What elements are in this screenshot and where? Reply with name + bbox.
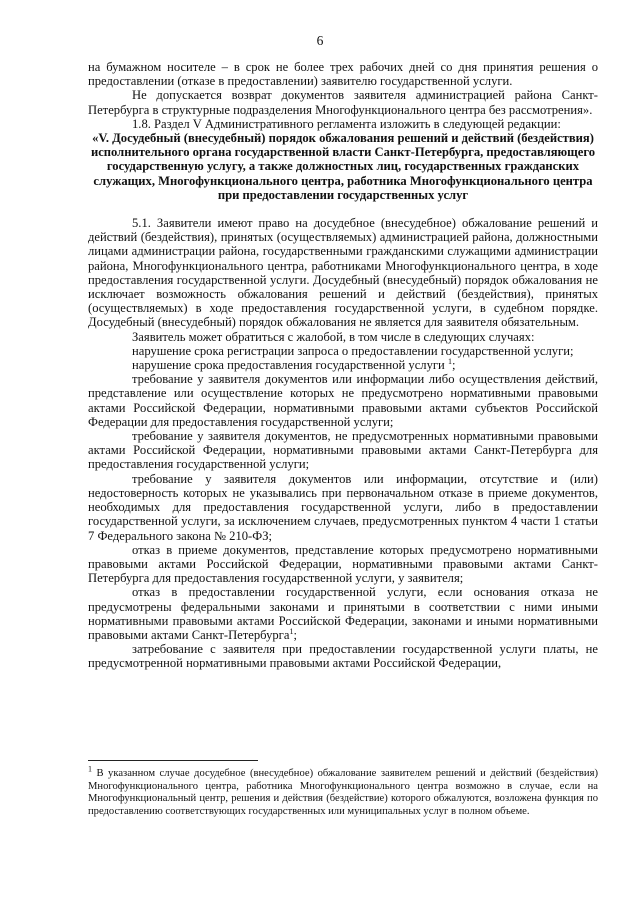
footnote-text: В указанном случае досудебное (внесудебное) обжалование заявителем решений и действий (бездействия) Многофункционального центра, работника Многофункционального центра возможно в случае, если на Многофункциональный центр, решения и действия (бездействие) которого обжалуются, возложена функция по предоставлению соответствующих государственных или муниципальных услуг в полном объеме. xyxy=(88,768,598,817)
paragraph-return-prohibited: Не допускается возврат документов заявителя администрацией района Санкт-Петербурга в структурные подразделения Многофункционального центра без рассмотрения». xyxy=(88,88,598,117)
list-item-term-violation xyxy=(88,358,598,372)
paragraph-amendment-1-8: 1.8. Раздел V Административного регламента изложить в следующей редакции: xyxy=(132,116,561,131)
list-item-registration-violation: нарушение срока регистрации запроса о предоставлении государственной услуги; xyxy=(132,343,574,358)
list-item-refusal-service-tail: ; xyxy=(293,627,297,642)
document-body xyxy=(88,60,598,671)
list-item-fee-demand: затребование с заявителя при предоставлении государственной услуги платы, не предусмотренной нормативными правовыми актами Российской Федерации, xyxy=(88,642,598,671)
list-item-refusal-service-text: отказ в предоставлении государственной услуги, если основания отказа не предусмотрены федеральными законами и принятыми в соответствии с ними иными нормативными правовыми актами Российской Федерации, законами и иными нормативными правовыми актами Санкт-Петербурга xyxy=(88,585,598,642)
list-item-unprovided-documents: требование у заявителя документов, не предусмотренных нормативными правовыми актами Российской Федерации, нормативными правовыми актами Санкт-Петербурга для предоставления государственной услуги; xyxy=(88,429,598,472)
list-item-term-violation-text: нарушение срока предоставления государственной услуги xyxy=(132,358,445,373)
list-item-excess-documents: требование у заявителя документов или информации либо осуществления действий, представление или осуществление которых не предусмотрено нормативными правовыми актами Российской Федерации, нормативными правовыми актами субъектов Российской Федерации для предоставления государственной услуги; xyxy=(88,372,598,429)
list-item-refusal-acceptance: отказ в приеме документов, представление которых предусмотрено нормативными правовыми актами Российской Федерации, нормативными правовыми актами Санкт-Петербурга для предоставления государственной услуги, у заявителя; xyxy=(88,542,598,586)
footnote xyxy=(88,764,598,818)
list-item-undisclosed-documents: требование у заявителя документов или информации, отсутствие и (или) недостоверность которых не указывались при первоначальном отказе в приеме документов, необходимых для предоставления государственной услуги, либо в предоставлении государственной услуги, за исключением случаев, предусмотренных пунктом 4 части 1 статьи 7 Федерального закона № 210-ФЗ; xyxy=(88,471,598,543)
paragraph-5-1: 5.1. Заявители имеют право на досудебное (внесудебное) обжалование решений и действий (бездействия), принятых (осуществляемых) администрацией района, должностными лицами администрации района, государственными гражданскими служащими администрации района, Многофункционального центра, работниками Многофункционального центра, в ходе предоставления государственной услуги. Досудебный (внесудебный) порядок обжалования не исключает возможность обжалования решений и действий (бездействия), принятых (осуществляемых) в ходе предоставления государственной услуги, в судебном порядке. Досудебный (внесудебный) порядок обжалования не является для заявителя обязательным. xyxy=(88,216,598,330)
footnote-mark: 1 xyxy=(88,764,92,774)
paragraph-complaint-cases: Заявитель может обратиться с жалобой, в том числе в следующих случаях: xyxy=(132,329,535,344)
paragraph-delivery-term: на бумажном носителе – в срок не более трех рабочих дней со дня принятия решения о предоставлении (отказе в предоставлении) заявителю государственной услуги. xyxy=(88,60,598,89)
footnote-reference: 1 xyxy=(447,356,452,366)
footnote-reference-2: 1 xyxy=(289,626,294,636)
page-number: 6 xyxy=(316,33,324,48)
footnote-divider xyxy=(88,760,258,761)
list-item-term-violation-tail: ; xyxy=(451,358,456,373)
list-item-refusal-service xyxy=(88,585,598,642)
section-v-heading: «V. Досудебный (внесудебный) порядок обжалования решений и действий (бездействия) исполнительного органа государственной власти Санкт-Петербурга, предоставляющего государственную услугу, а также должностных лиц, государственных гражданских служащих, Многофункционального центра, работника Многофункционального центра при предоставлении государственных услуг xyxy=(90,131,596,202)
